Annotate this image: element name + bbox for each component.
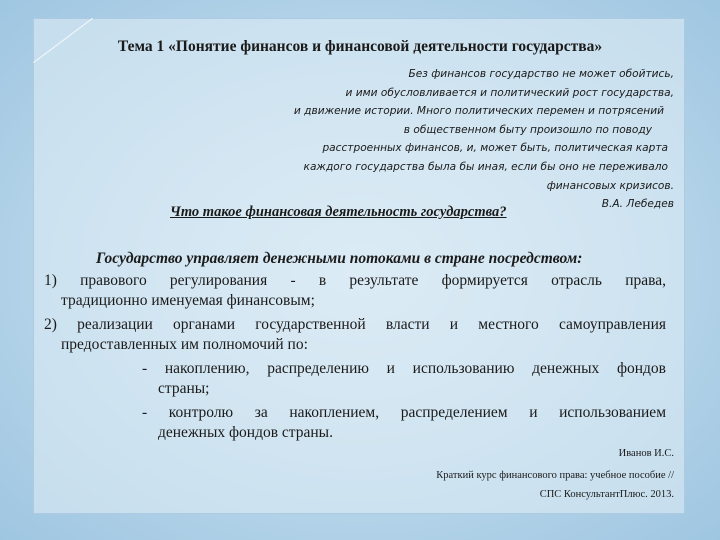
epigraph-line: и движение истории. Много политических перемен и потрясений <box>293 105 664 118</box>
item-2-line-1: 2) реализации органами государственной власти и местного самоуправления <box>44 316 666 333</box>
epigraph-line: и ими обусловливается и политический рост государства, <box>345 86 674 99</box>
epigraph-line: каждого государства была бы иная, если бы оно не переживало <box>303 160 668 173</box>
subitem-2-line-1: - контролю за накоплением, распределением и использованием <box>142 404 666 421</box>
item-1-line-1: 1) правового регулирования - в результате формируется отрасль права, <box>44 272 666 289</box>
citation-author: Иванов И.С. <box>618 448 674 459</box>
subitem-1-line-2: страны; <box>158 380 210 397</box>
epigraph-author: В.А. Лебедев <box>601 198 674 211</box>
lead-statement: Государство управляет денежными потоками в стране посредством: <box>96 250 583 267</box>
citation-work: Краткий курс финансового права: учебное пособие // <box>436 470 674 481</box>
epigraph-line: расстроенных финансов, и, может быть, политическая карта <box>322 142 668 155</box>
epigraph-line: финансовых кризисов. <box>546 179 674 192</box>
item-2-line-2: предоставленных им полномочий по: <box>61 336 308 353</box>
epigraph <box>254 65 674 214</box>
subitem-2-line-2: денежных фондов страны. <box>158 424 333 441</box>
question-heading: Что такое финансовая деятельность государства? <box>170 204 507 220</box>
epigraph-line: Без финансов государство не может обойтись, <box>408 68 674 80</box>
subitem-1-line-1: - накоплению, распределению и использованию денежных фондов <box>142 360 666 377</box>
slide-title: Тема 1 «Понятие финансов и финансовой деятельности государства» <box>117 38 603 55</box>
epigraph-line: в общественном быту произошло по поводу <box>403 123 652 136</box>
item-1-line-2: традиционно именуемая финансовым; <box>61 292 315 309</box>
citation-source: СПС КонсультантПлюс. 2013. <box>539 489 674 500</box>
